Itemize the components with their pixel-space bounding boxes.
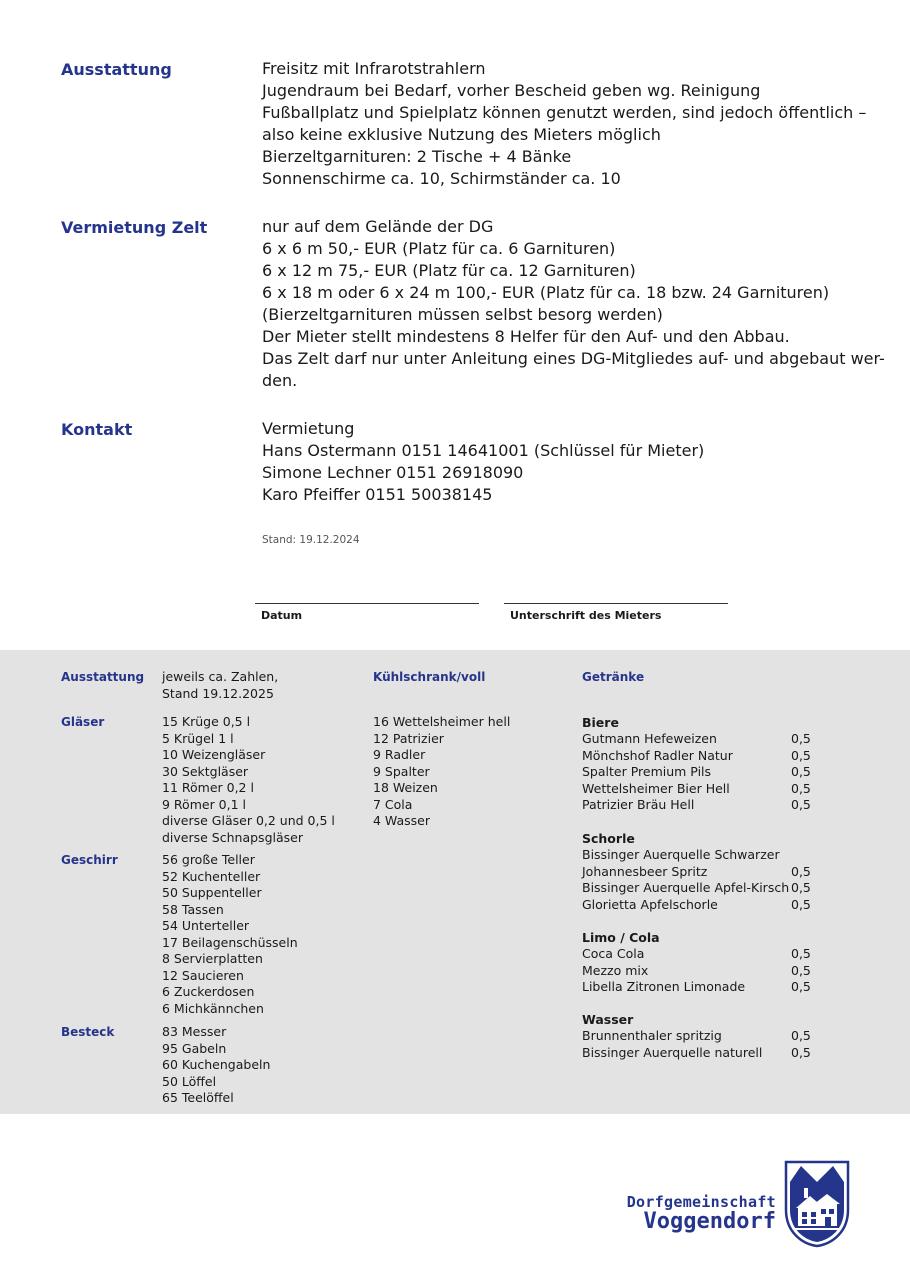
list-item: 52 Kuchenteller xyxy=(162,868,261,884)
list-item: 15 Krüge 0,5 l xyxy=(162,714,251,729)
logo-line1: Dorfgemeinschaft xyxy=(626,1193,776,1211)
logo-line2: Voggendorf xyxy=(643,1209,776,1234)
list-item: 65 Teelöffel xyxy=(162,1090,234,1105)
list-item: 58 Tassen xyxy=(162,901,224,917)
drink-size: 0,5 xyxy=(791,731,811,746)
note-line: jeweils ca. Zahlen, xyxy=(162,669,279,684)
section-label: Vermietung Zelt xyxy=(61,218,208,237)
besteck-list xyxy=(162,1024,270,1107)
inventory-header: Ausstattung xyxy=(61,670,145,684)
text-line: Jugendraum bei Bedarf, vorher Bescheid geben wg. Reinigung xyxy=(262,81,761,100)
drink-name: Spalter Premium Pils xyxy=(582,764,712,779)
besteck-label: Besteck xyxy=(61,1025,115,1039)
text-line: Karo Pfeiffer 0151 50038145 xyxy=(262,485,493,504)
text-line: Simone Lechner 0151 26918090 xyxy=(262,463,524,482)
geschirr-list xyxy=(162,852,298,1017)
section-body xyxy=(262,216,885,392)
drink-size: 0,5 xyxy=(791,797,811,812)
text-line: Bierzeltgarnituren: 2 Tische + 4 Bänke xyxy=(262,147,572,166)
glaeser-list xyxy=(162,714,335,846)
drink-name: Wettelsheimer Bier Hell xyxy=(582,780,730,796)
text-line: 6 x 12 m 75,- EUR (Platz für ca. 12 Garnituren) xyxy=(262,261,636,280)
text-line: nur auf dem Gelände der DG xyxy=(262,217,494,236)
list-item: 18 Weizen xyxy=(373,780,438,795)
list-item: 10 Weizengläser xyxy=(162,747,266,762)
text-line: den. xyxy=(262,371,298,390)
section-label: Ausstattung xyxy=(61,60,172,79)
drink-name: Bissinger Auerquelle naturell xyxy=(582,1044,763,1060)
list-item: 5 Krügel 1 l xyxy=(162,730,234,746)
drink-category: Biere xyxy=(582,715,619,730)
drink-size: 0,5 xyxy=(791,880,811,895)
drink-size: 0,5 xyxy=(791,1044,811,1060)
list-item: 12 Patrizier xyxy=(373,730,444,746)
drink-category: Wasser xyxy=(582,1012,634,1027)
drink-size: 0,5 xyxy=(791,764,811,779)
text-line: Vermietung xyxy=(262,419,355,438)
drink-size: 0,5 xyxy=(791,896,811,912)
note-line: Stand 19.12.2025 xyxy=(162,685,274,701)
drink-category: Limo / Cola xyxy=(582,930,660,945)
text-line: also keine exklusive Nutzung des Mieters möglich xyxy=(262,125,661,144)
drink-size: 0,5 xyxy=(791,780,811,796)
list-item: 50 Suppenteller xyxy=(162,885,262,900)
drink-size: 0,5 xyxy=(791,747,811,763)
list-item: 8 Servierplatten xyxy=(162,951,263,966)
drink-name: Bissinger Auerquelle Schwarzer xyxy=(582,847,780,862)
drink-size: 0,5 xyxy=(791,979,811,994)
list-item: 4 Wasser xyxy=(373,813,431,828)
section-label: Kontakt xyxy=(61,420,133,439)
drink-name: Patrizier Bräu Hell xyxy=(582,797,695,812)
drink-name: Bissinger Auerquelle Apfel-Kirsch xyxy=(582,880,790,895)
drink-name: Glorietta Apfelschorle xyxy=(582,896,718,912)
drink-category: Schorle xyxy=(582,831,635,846)
drink-size: 0,5 xyxy=(791,1028,811,1043)
drink-name: Libella Zitronen Limonade xyxy=(582,979,746,994)
text-line: 6 x 6 m 50,- EUR (Platz für ca. 6 Garnituren) xyxy=(262,239,616,258)
stand-date: Stand: 19.12.2024 xyxy=(262,534,360,546)
geschirr-label: Geschirr xyxy=(61,853,118,867)
tenant-signature-label: Unterschrift des Mieters xyxy=(510,609,662,622)
list-item: 6 Zuckerdosen xyxy=(162,984,255,999)
drink-name: Brunnenthaler spritzig xyxy=(582,1028,722,1043)
drink-name: Johannesbeer Spritz xyxy=(582,863,708,879)
text-line: Der Mieter stellt mindestens 8 Helfer für den Auf- und den Abbau. xyxy=(262,327,790,346)
village-crest-icon xyxy=(784,1160,850,1248)
list-item: 6 Michkännchen xyxy=(162,1000,264,1016)
drink-name: Mönchshof Radler Natur xyxy=(582,747,733,763)
list-item: 12 Saucieren xyxy=(162,967,244,983)
list-item: 95 Gabeln xyxy=(162,1040,227,1056)
fridge-list xyxy=(373,714,510,830)
list-item: diverse Gläser 0,2 und 0,5 l xyxy=(162,813,335,828)
drink-name: Gutmann Hefeweizen xyxy=(582,731,717,746)
list-item: diverse Schnapsgläser xyxy=(162,829,303,845)
list-item: 9 Spalter xyxy=(373,763,430,779)
drink-name: Mezzo mix xyxy=(582,962,649,978)
list-item: 17 Beilagenschüsseln xyxy=(162,934,298,950)
text-line: Freisitz mit Infrarotstrahlern xyxy=(262,59,486,78)
date-label: Datum xyxy=(261,609,303,622)
drink-name: Coca Cola xyxy=(582,946,645,961)
text-line: Das Zelt darf nur unter Anleitung eines DG-Mitgliedes auf- und abgebaut wer- xyxy=(262,349,885,368)
list-item: 9 Radler xyxy=(373,747,426,762)
text-line: Sonnenschirme ca. 10, Schirmständer ca. 10 xyxy=(262,169,621,188)
drink-size: 0,5 xyxy=(791,863,811,879)
list-item: 9 Römer 0,1 l xyxy=(162,796,247,812)
tenant-signature-line xyxy=(504,603,728,604)
list-item: 16 Wettelsheimer hell xyxy=(373,714,511,729)
list-item: 30 Sektgläser xyxy=(162,763,249,779)
text-line: 6 x 18 m oder 6 x 24 m 100,- EUR (Platz für ca. 18 bzw. 24 Garnituren) xyxy=(262,283,830,302)
section-body xyxy=(262,418,852,506)
list-item: 7 Cola xyxy=(373,796,413,812)
list-item: 11 Römer 0,2 l xyxy=(162,780,254,795)
drink-size: 0,5 xyxy=(791,946,811,961)
inventory-note xyxy=(162,669,278,702)
section-body xyxy=(262,58,867,190)
text-line: Fußballplatz und Spielplatz können genutzt werden, sind jedoch öffentlich – xyxy=(262,103,867,122)
date-signature-line xyxy=(255,603,479,604)
list-item: 54 Unterteller xyxy=(162,918,250,933)
drinks-label: Getränke xyxy=(582,670,645,684)
drink-size: 0,5 xyxy=(791,962,811,978)
list-item: 56 große Teller xyxy=(162,852,255,867)
list-item: 83 Messer xyxy=(162,1024,227,1039)
fridge-label: Kühlschrank/voll xyxy=(373,670,486,684)
list-item: 50 Löffel xyxy=(162,1073,217,1089)
text-line: Hans Ostermann 0151 14641001 (Schlüssel für Mieter) xyxy=(262,441,705,460)
text-line: (Bierzeltgarnituren müssen selbst besorg werden) xyxy=(262,305,663,324)
glaeser-label: Gläser xyxy=(61,715,105,729)
list-item: 60 Kuchengabeln xyxy=(162,1057,271,1072)
